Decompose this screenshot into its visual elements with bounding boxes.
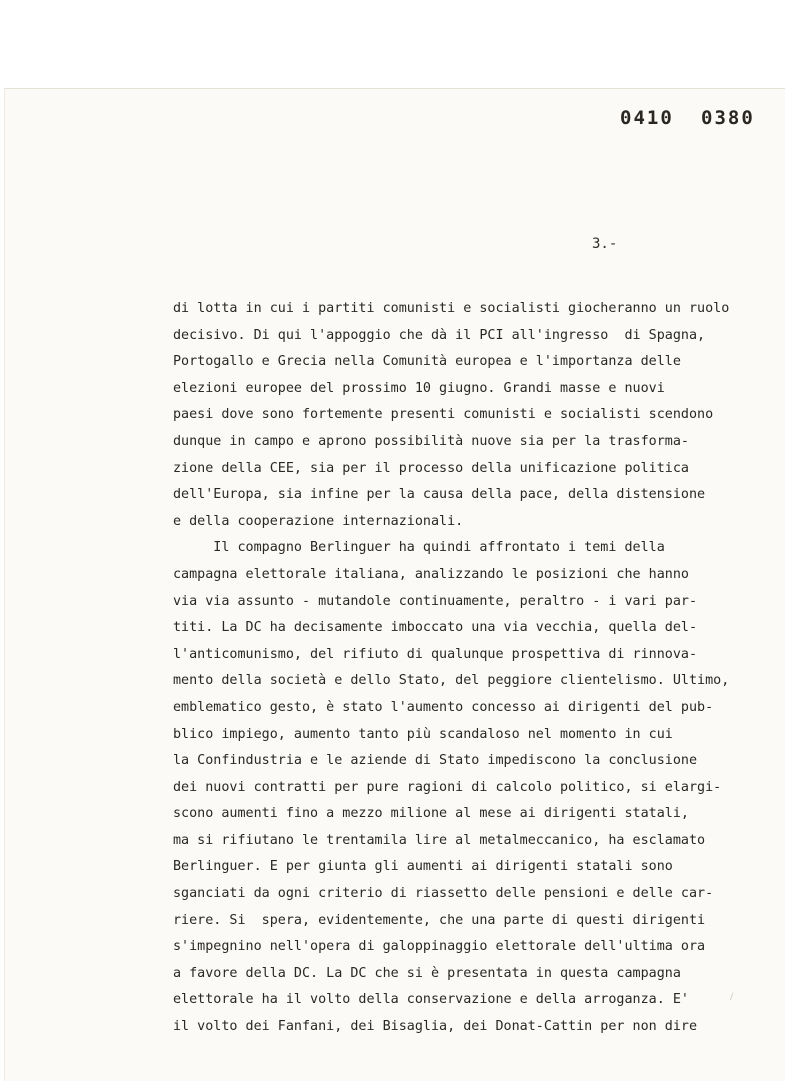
text-line: dell'Europa, sia infine per la causa della pace, della distensione xyxy=(173,487,706,503)
text-line: titi. La DC ha decisamente imboccato una via vecchia, quella del- xyxy=(173,620,698,636)
text-line: a favore della DC. La DC che si è presentata in questa campagna xyxy=(173,965,681,981)
text-line: Il compagno Berlinguer ha quindi affrontato i temi della xyxy=(173,540,665,556)
text-line: via via assunto - mutandole continuamente, peraltro - i vari par- xyxy=(173,593,698,609)
text-line: di lotta in cui i partiti comunisti e socialisti giocheranno un ruolo xyxy=(173,301,730,316)
text-line: decisivo. Di qui l'appoggio che dà il PCI all'ingresso di Spagna, xyxy=(173,327,706,343)
text-line: paesi dove sono fortemente presenti comunisti e socialisti scendono xyxy=(173,407,714,423)
text-line: zione della CEE, sia per il processo della unificazione politica xyxy=(173,460,689,476)
text-line: Berlinguer. E per giunta gli aumenti ai dirigenti statali sono xyxy=(173,859,673,875)
text-line: ma si rifiutano le trentamila lire al metalmeccanico, ha esclamato xyxy=(173,832,706,848)
text-line: l'anticomunismo, del rifiuto di qualunque prospettiva di rinnova- xyxy=(173,646,698,662)
text-line: sganciati da ogni criterio di riassetto delle pensioni e delle car- xyxy=(173,886,714,902)
text-line: mento della società e dello Stato, del peggiore clientelismo. Ultimo, xyxy=(173,673,730,689)
text-line: dei nuovi contratti per pure ragioni di calcolo politico, si elargi- xyxy=(173,779,722,795)
text-line: elettorale ha il volto della conservazione e della arroganza. E' xyxy=(173,992,689,1008)
text-line: blico impiego, aumento tanto più scandaloso nel momento in cui xyxy=(173,726,673,742)
text-line: e della cooperazione internazionali. xyxy=(173,513,464,529)
text-line: elezioni europee del prossimo 10 giugno. Grandi masse e nuovi xyxy=(173,380,665,396)
text-line: il volto dei Fanfani, dei Bisaglia, dei Donat-Cattin per non dire xyxy=(173,1019,698,1035)
text-line: scono aumenti fino a mezzo milione al mese ai dirigenti statali, xyxy=(173,806,689,822)
text-line: Portogallo e Grecia nella Comunità europea e l'importanza delle xyxy=(173,354,681,370)
text-line: s'impegnino nell'opera di galoppinaggio elettorale dell'ultima ora xyxy=(173,939,706,955)
text-line: dunque in campo e aprono possibilità nuove sia per la trasforma- xyxy=(173,433,689,449)
typed-body-text xyxy=(173,299,733,1044)
text-line: campagna elettorale italiana, analizzando le posizioni che hanno xyxy=(173,566,689,582)
archive-number-left: 0410 xyxy=(620,107,674,129)
text-line: emblematico gesto, è stato l'aumento concesso ai dirigenti del pub- xyxy=(173,699,714,715)
page-number: 3.- xyxy=(592,236,618,252)
text-line: riere. Si spera, evidentemente, che una parte di questi dirigenti xyxy=(173,912,706,928)
text-line: la Confindustria e le aziende di Stato impediscono la conclusione xyxy=(173,753,698,769)
archive-number-right: 0380 xyxy=(701,107,755,129)
scan-top-margin xyxy=(0,0,785,88)
